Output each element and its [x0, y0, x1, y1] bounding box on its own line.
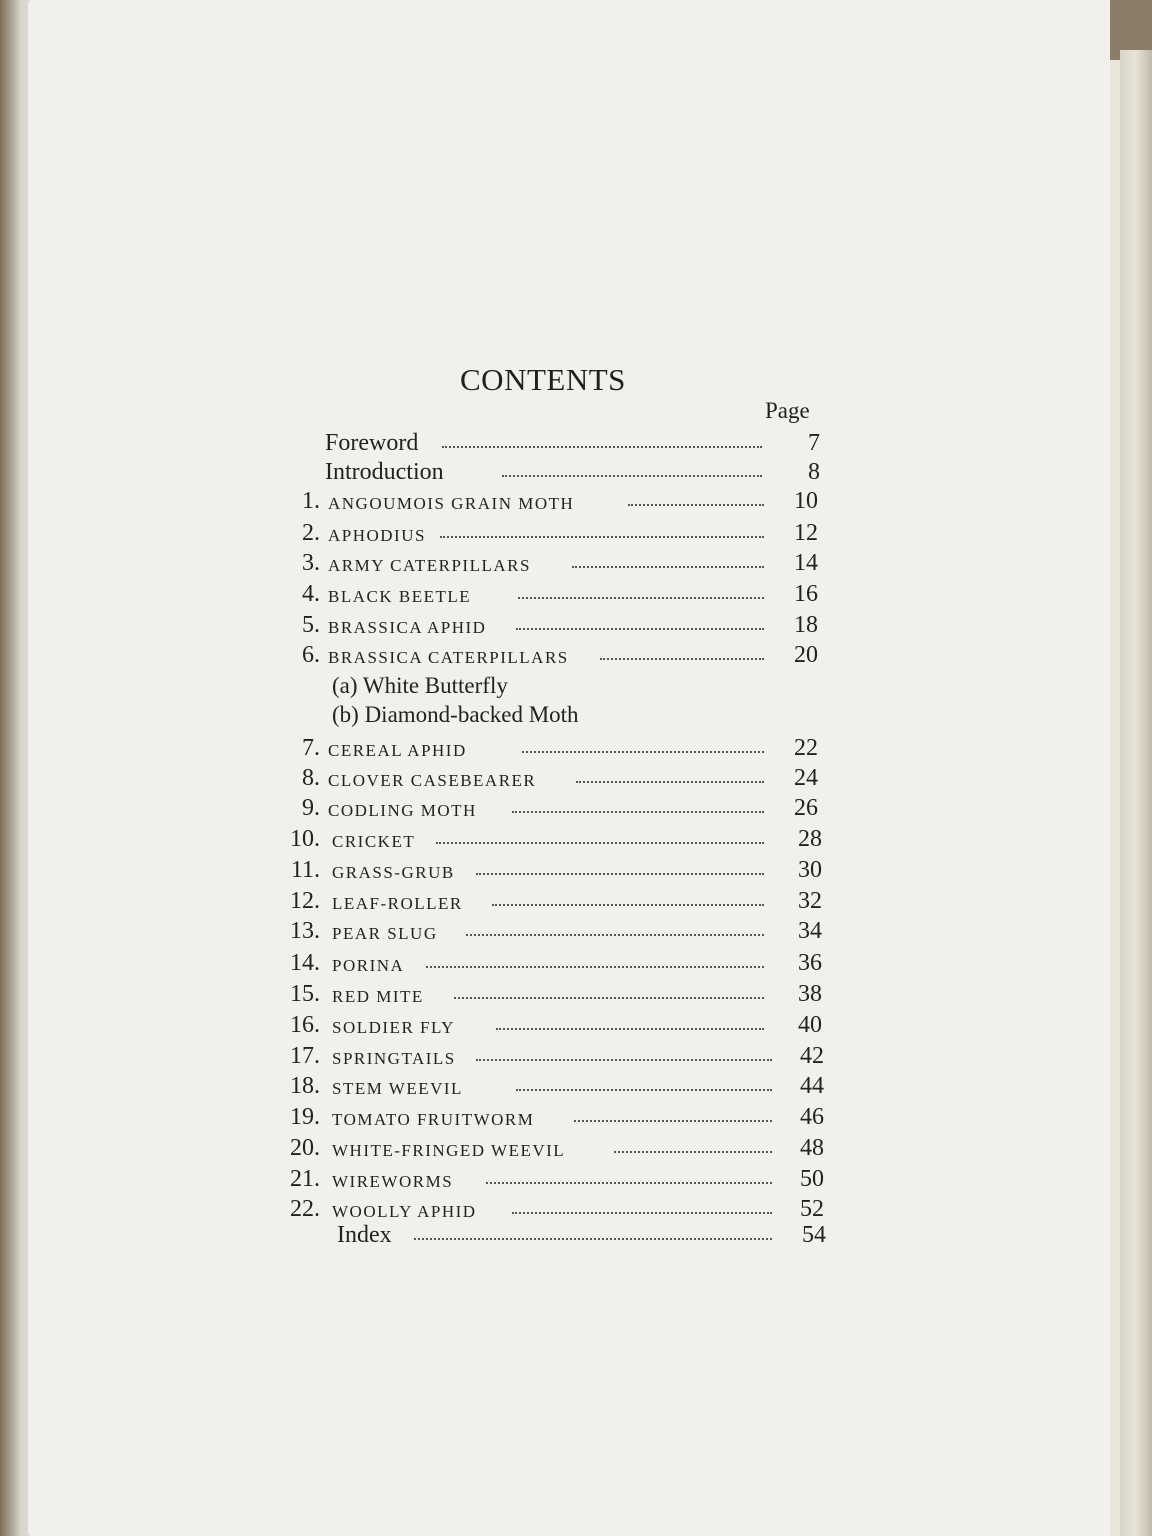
entry-title: Index — [337, 1222, 392, 1248]
entry-page-number: 14 — [794, 550, 818, 576]
dot-leader — [442, 446, 762, 448]
contents-row-chapter-10 — [0, 826, 1152, 856]
dot-leader — [414, 1238, 772, 1240]
entry-title: APHODIUS — [328, 526, 426, 545]
entry-page-number: 36 — [798, 950, 822, 976]
entry-number: 7. — [302, 735, 320, 761]
entry-title: Foreword — [325, 430, 419, 456]
entry-number: 4. — [302, 581, 320, 607]
dot-leader — [516, 628, 764, 630]
contents-row-chapter-4 — [0, 581, 1152, 611]
dot-leader — [436, 842, 764, 844]
dot-leader — [496, 1028, 764, 1030]
entry-page-number: 48 — [800, 1135, 824, 1161]
entry-page-number: 8 — [808, 459, 820, 485]
dot-leader — [426, 966, 764, 968]
contents-row-chapter-2 — [0, 520, 1152, 550]
entry-title: GRASS-GRUB — [332, 863, 455, 882]
entry-number: 18. — [290, 1073, 320, 1099]
entry-number: 2. — [302, 520, 320, 546]
entry-title: PEAR SLUG — [332, 924, 438, 943]
dot-leader — [628, 504, 764, 506]
dot-leader — [512, 1212, 772, 1214]
contents-row-introduction — [0, 459, 1152, 489]
entry-page-number: 40 — [798, 1012, 822, 1038]
entry-title: BRASSICA CATERPILLARS — [328, 648, 569, 667]
dot-leader — [466, 934, 764, 936]
entry-title: ARMY CATERPILLARS — [328, 556, 531, 575]
contents-row-chapter-3 — [0, 550, 1152, 580]
entry-number: 15. — [290, 981, 320, 1007]
sub-entry: (b) Diamond-backed Moth — [332, 702, 579, 727]
entry-title: SOLDIER FLY — [332, 1018, 455, 1037]
entry-title: CRICKET — [332, 832, 416, 851]
entry-title: ANGOUMOIS GRAIN MOTH — [328, 494, 575, 513]
entry-page-number: 24 — [794, 765, 818, 791]
entry-number: 11. — [290, 857, 320, 883]
entry-number: 5. — [302, 612, 320, 638]
dot-leader — [476, 873, 764, 875]
entry-number: 14. — [290, 950, 320, 976]
entry-page-number: 46 — [800, 1104, 824, 1130]
contents-row-chapter-14 — [0, 950, 1152, 980]
contents-row-chapter-5 — [0, 612, 1152, 642]
entry-number: 16. — [290, 1012, 320, 1038]
dot-leader — [512, 811, 764, 813]
contents-row-chapter-17 — [0, 1043, 1152, 1073]
contents-row-chapter-18 — [0, 1073, 1152, 1103]
entry-title: WIREWORMS — [332, 1172, 454, 1191]
contents-row-foreword — [0, 430, 1152, 460]
entry-page-number: 30 — [798, 857, 822, 883]
dot-leader — [600, 658, 764, 660]
dot-leader — [574, 1120, 772, 1122]
entry-page-number: 52 — [800, 1196, 824, 1222]
sub-entry: (a) White Butterfly — [332, 673, 508, 698]
entry-title: CODLING MOTH — [328, 801, 477, 820]
entry-page-number: 16 — [794, 581, 818, 607]
contents-row-chapter-6 — [0, 642, 1152, 672]
entry-title: PORINA — [332, 956, 405, 975]
entry-number: 22. — [290, 1196, 320, 1222]
entry-page-number: 50 — [800, 1166, 824, 1192]
contents-row-chapter-13 — [0, 918, 1152, 948]
entry-title: BRASSICA APHID — [328, 618, 487, 637]
entry-number: 13. — [290, 918, 320, 944]
contents-row-chapter-16 — [0, 1012, 1152, 1042]
entry-number: 10. — [290, 826, 320, 852]
entry-page-number: 28 — [798, 826, 822, 852]
dot-leader — [454, 997, 764, 999]
entry-title: Introduction — [325, 459, 444, 485]
contents-row-chapter-19 — [0, 1104, 1152, 1134]
entry-title: CEREAL APHID — [328, 741, 467, 760]
contents-row-chapter-8 — [0, 765, 1152, 795]
entry-number: 8. — [302, 765, 320, 791]
entry-page-number: 38 — [798, 981, 822, 1007]
entry-title: TOMATO FRUITWORM — [332, 1110, 535, 1129]
contents-row-index — [0, 1222, 1152, 1252]
dot-leader — [522, 751, 764, 753]
dot-leader — [518, 597, 764, 599]
dot-leader — [486, 1182, 772, 1184]
entry-number: 3. — [302, 550, 320, 576]
contents-row-chapter-9 — [0, 795, 1152, 825]
contents-row-chapter-12 — [0, 888, 1152, 918]
contents-row-chapter-11 — [0, 857, 1152, 887]
entry-title: WOOLLY APHID — [332, 1202, 477, 1221]
entry-page-number: 7 — [808, 430, 820, 456]
entry-page-number: 18 — [794, 612, 818, 638]
entry-number: 12. — [290, 888, 320, 914]
page-column-header: Page — [765, 398, 810, 423]
dot-leader — [614, 1151, 772, 1153]
dot-leader — [576, 781, 764, 783]
contents-row-chapter-7 — [0, 735, 1152, 765]
entry-page-number: 22 — [794, 735, 818, 761]
entry-number: 21. — [290, 1166, 320, 1192]
entry-page-number: 12 — [794, 520, 818, 546]
entry-number: 1. — [302, 488, 320, 514]
contents-row-chapter-20 — [0, 1135, 1152, 1165]
entry-page-number: 20 — [794, 642, 818, 668]
entry-page-number: 26 — [794, 795, 818, 821]
entry-title: WHITE-FRINGED WEEVIL — [332, 1141, 566, 1160]
entry-title: CLOVER CASEBEARER — [328, 771, 537, 790]
entry-page-number: 34 — [798, 918, 822, 944]
entry-number: 20. — [290, 1135, 320, 1161]
dot-leader — [476, 1059, 772, 1061]
entry-title: BLACK BEETLE — [328, 587, 472, 606]
dot-leader — [440, 536, 764, 538]
entry-number: 9. — [302, 795, 320, 821]
contents-title: CONTENTS — [460, 362, 626, 397]
entry-number: 19. — [290, 1104, 320, 1130]
entry-number: 6. — [302, 642, 320, 668]
entry-number: 17. — [290, 1043, 320, 1069]
contents-row-chapter-1 — [0, 488, 1152, 518]
entry-title: RED MITE — [332, 987, 424, 1006]
entry-title: SPRINGTAILS — [332, 1049, 456, 1068]
dot-leader — [572, 566, 764, 568]
entry-page-number: 32 — [798, 888, 822, 914]
entry-page-number: 10 — [794, 488, 818, 514]
entry-page-number: 44 — [800, 1073, 824, 1099]
dot-leader — [492, 904, 764, 906]
dot-leader — [516, 1089, 772, 1091]
dot-leader — [502, 475, 762, 477]
entry-page-number: 42 — [800, 1043, 824, 1069]
entry-page-number: 54 — [802, 1222, 826, 1248]
contents-row-chapter-15 — [0, 981, 1152, 1011]
contents-row-chapter-21 — [0, 1166, 1152, 1196]
entry-title: LEAF-ROLLER — [332, 894, 463, 913]
entry-title: STEM WEEVIL — [332, 1079, 463, 1098]
